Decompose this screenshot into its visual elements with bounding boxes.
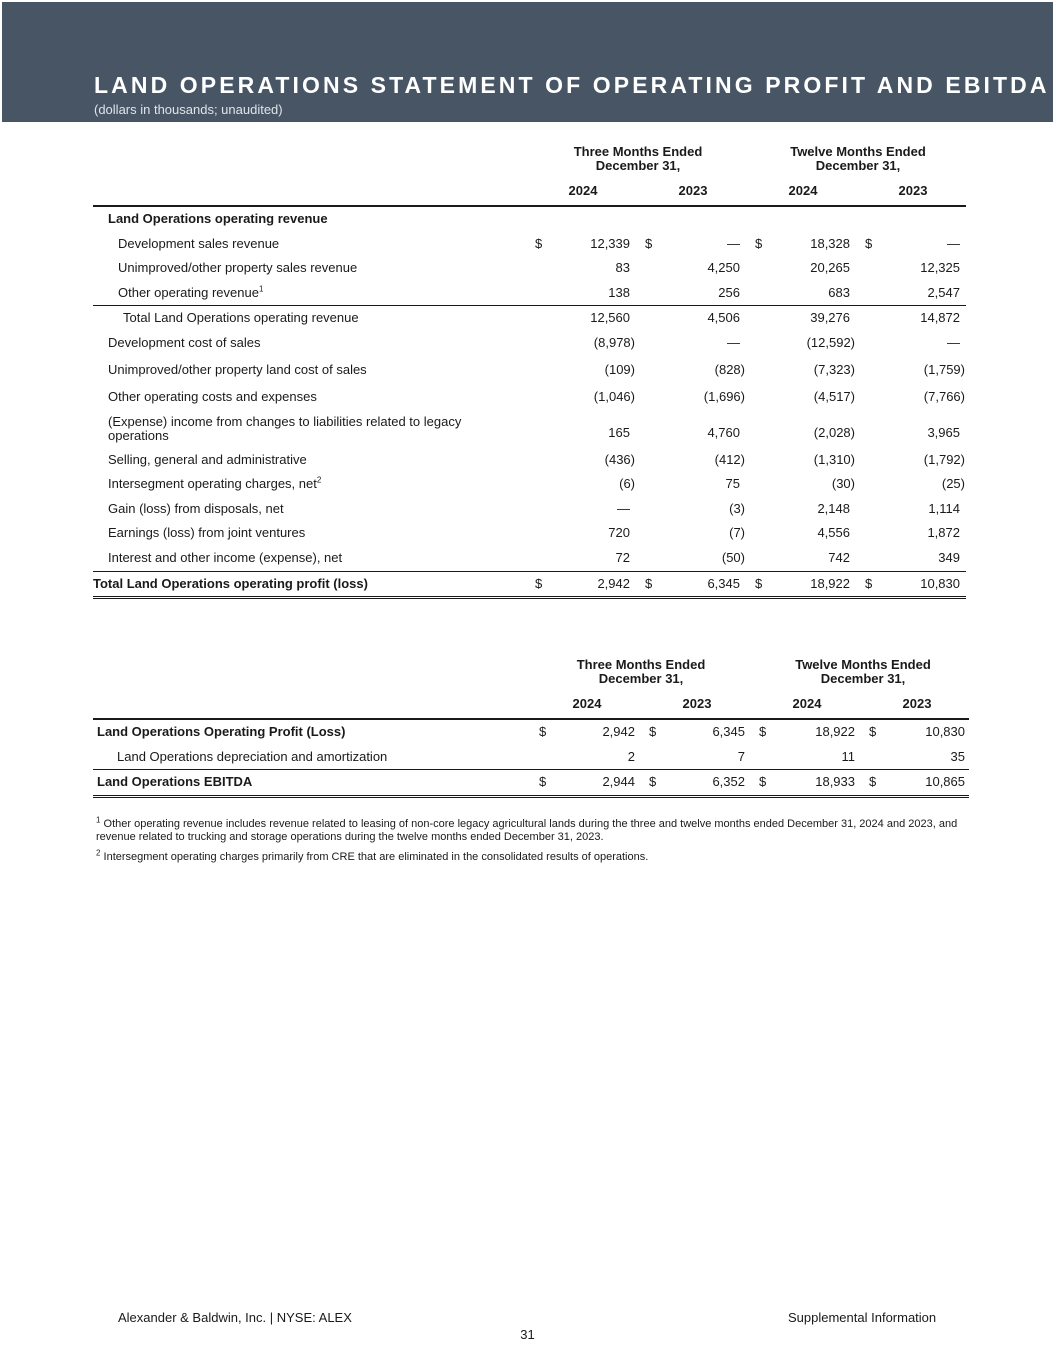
row-label: Intersegment operating charges, net$^2$ <box>108 475 322 492</box>
table-row <box>93 546 966 571</box>
value-cell: 7 <box>737 748 745 764</box>
row-label: Interest and other income (expense), net <box>108 549 343 565</box>
value-cell: 4,506 <box>707 310 740 326</box>
value-cell: 10,865 <box>925 774 965 790</box>
currency-symbol: $ <box>645 575 653 591</box>
value-cell: (7) <box>729 525 745 541</box>
row-label: Earnings (loss) from joint ventures <box>108 525 306 541</box>
total-row <box>93 571 966 600</box>
footnotes <box>96 815 968 872</box>
value-cell: 1,872 <box>927 525 960 541</box>
value-cell: (4,517) <box>813 388 855 404</box>
value-cell: 720 <box>608 525 630 541</box>
row-label: Unimproved/other property land cost of sales <box>108 361 367 377</box>
page-number: 31 <box>520 1327 535 1342</box>
table-row <box>93 383 966 410</box>
row-label: Selling, general and administrative <box>108 451 307 467</box>
table-row <box>93 720 969 745</box>
value-cell: 2 <box>627 748 635 764</box>
footnote-2: $^2$ Intersegment operating charges primarily from CRE that are eliminated in the consolidated results of operations. <box>96 848 649 863</box>
value-cell: 3,965 <box>927 424 960 440</box>
value-cell: 165 <box>608 424 630 440</box>
currency-symbol: $ <box>759 724 767 739</box>
value-cell: 11 <box>841 748 855 764</box>
value-cell: 12,339 <box>590 235 630 251</box>
value-cell: 18,922 <box>810 575 850 591</box>
value-cell: 35 <box>950 748 965 764</box>
currency-symbol: $ <box>539 724 547 739</box>
row-label: Land Operations depreciation and amortization <box>117 748 388 764</box>
currency-symbol: $ <box>865 575 873 591</box>
value-cell: (412) <box>714 451 745 467</box>
table-row <box>93 331 966 356</box>
value-cell: 4,556 <box>817 525 850 541</box>
value-cell: 39,276 <box>810 310 850 326</box>
currency-symbol: $ <box>535 235 543 251</box>
value-cell: 256 <box>718 284 740 300</box>
twelve-months-header: Twelve Months Ended December 31, <box>790 144 926 173</box>
table-row <box>93 256 966 281</box>
currency-symbol: $ <box>869 724 877 739</box>
value-cell: 2,547 <box>927 284 960 300</box>
year-header: 2024 <box>788 183 818 198</box>
value-cell: 72 <box>615 549 630 565</box>
value-cell: (12,592) <box>806 334 855 350</box>
row-label: Other operating revenue$^1$ <box>118 284 264 300</box>
value-cell: (8,978) <box>593 334 635 350</box>
table-row <box>93 521 966 546</box>
row-label: Total Land Operations operating profit (loss) <box>93 575 368 591</box>
table-row <box>93 410 966 448</box>
currency-symbol: $ <box>649 724 657 739</box>
value-cell: 18,922 <box>815 724 855 739</box>
subtotal-row <box>93 305 966 331</box>
year-header: 2024 <box>568 183 598 198</box>
footer-section: Supplemental Information <box>788 1310 937 1325</box>
row-label: Gain (loss) from disposals, net <box>108 500 284 516</box>
page-subtitle: (dollars in thousands; unaudited) <box>94 102 283 117</box>
currency-symbol: $ <box>759 774 767 790</box>
page-title: LAND OPERATIONS STATEMENT OF OPERATING PROFIT AND EBITDA <box>94 72 1050 98</box>
footnote-marker: 2 <box>96 848 101 858</box>
footnote-marker: 1 <box>96 815 101 825</box>
value-cell: — <box>947 334 960 350</box>
value-cell: 2,942 <box>597 575 630 591</box>
value-cell: 2,944 <box>602 774 635 790</box>
row-label: Other operating costs and expenses <box>108 388 317 404</box>
year-header: 2024 <box>572 696 602 711</box>
currency-symbol: $ <box>645 235 653 251</box>
section-header-row <box>93 207 966 232</box>
value-cell: — <box>727 334 740 350</box>
value-cell: (1,310) <box>813 451 855 467</box>
year-header-row <box>93 696 969 720</box>
year-header-row <box>93 183 966 207</box>
table-row <box>93 472 966 497</box>
year-header: 2023 <box>898 183 928 198</box>
value-cell: 6,352 <box>712 774 745 790</box>
currency-symbol: $ <box>649 774 657 790</box>
value-cell: — <box>617 500 630 516</box>
value-cell: 2,942 <box>602 724 635 739</box>
value-cell: 1,114 <box>928 500 960 516</box>
value-cell: 742 <box>828 549 850 565</box>
value-cell: 6,345 <box>712 724 745 739</box>
row-label: Development cost of sales <box>108 334 261 350</box>
currency-symbol: $ <box>755 235 763 251</box>
value-cell: 12,560 <box>590 310 630 326</box>
currency-symbol: $ <box>755 575 763 591</box>
value-cell: (25) <box>941 476 965 492</box>
section-label: Land Operations operating revenue <box>108 211 328 226</box>
row-label: Land Operations EBITDA <box>97 774 253 790</box>
row-label: Total Land Operations operating revenue <box>123 310 359 326</box>
currency-symbol: $ <box>865 235 873 251</box>
value-cell: 10,830 <box>925 724 965 739</box>
twelve-months-header: Twelve Months Ended December 31, <box>795 657 931 686</box>
table-row <box>93 745 969 770</box>
value-cell: 10,830 <box>920 575 960 591</box>
header-banner <box>2 2 1053 122</box>
value-cell: — <box>727 235 740 251</box>
value-cell: 14,872 <box>920 310 960 326</box>
value-cell: 83 <box>615 260 630 276</box>
currency-symbol: $ <box>869 774 877 790</box>
year-header: 2023 <box>902 696 932 711</box>
table-row <box>93 448 966 473</box>
value-cell: (1,046) <box>593 388 635 404</box>
year-header: 2024 <box>792 696 822 711</box>
row-label: Development sales revenue <box>118 235 280 251</box>
value-cell: (828) <box>714 361 745 377</box>
table-row <box>93 356 966 383</box>
table-row <box>93 497 966 522</box>
value-cell: 18,933 <box>815 774 855 790</box>
value-cell: 4,250 <box>707 260 740 276</box>
value-cell: 349 <box>938 549 960 565</box>
column-group-headers <box>93 145 966 175</box>
operating-profit-table <box>93 145 966 599</box>
value-cell: (50) <box>721 549 745 565</box>
column-group-headers <box>93 658 969 688</box>
value-cell: (3) <box>729 500 745 516</box>
total-row <box>93 769 969 798</box>
three-months-header: Three Months Ended December 31, <box>573 144 703 173</box>
value-cell: (30) <box>831 476 855 492</box>
three-months-header: Three Months Ended December 31, <box>576 657 706 686</box>
footer-company: Alexander & Baldwin, Inc. | NYSE: ALEX <box>118 1310 352 1325</box>
currency-symbol: $ <box>539 774 547 790</box>
ebitda-table <box>93 658 969 798</box>
value-cell: (1,759) <box>923 361 965 377</box>
value-cell: (1,696) <box>703 388 745 404</box>
footnote-marker: 1 <box>258 284 264 294</box>
value-cell: 4,760 <box>707 424 740 440</box>
value-cell: (6) <box>619 476 635 492</box>
value-cell: (7,323) <box>813 361 855 377</box>
table-row <box>93 232 966 257</box>
value-cell: (1,792) <box>923 451 965 467</box>
value-cell: 75 <box>725 476 740 492</box>
table-row <box>93 281 966 306</box>
value-cell: 683 <box>828 284 850 300</box>
value-cell: (109) <box>604 361 635 377</box>
footnote-marker: 2 <box>316 475 322 485</box>
year-header: 2023 <box>678 183 708 198</box>
value-cell: (2,028) <box>813 424 855 440</box>
currency-symbol: $ <box>535 575 543 591</box>
row-label: Land Operations Operating Profit (Loss) <box>97 724 346 739</box>
row-label: (Expense) income from changes to liabilities related to legacy operations <box>108 413 462 443</box>
value-cell: 138 <box>608 284 630 300</box>
value-cell: 6,345 <box>707 575 740 591</box>
footnote-1: $^1$ Other operating revenue includes revenue related to leasing of non-core legacy agricultural lands during the three and twelve months ended December 31, 2024 and 2023, and revenue related to trucking and storage operations during the twelve months ended December 31, 2023. <box>96 815 958 843</box>
value-cell: (7,766) <box>923 388 965 404</box>
row-label: Unimproved/other property sales revenue <box>118 260 358 276</box>
value-cell: 20,265 <box>810 260 850 276</box>
value-cell: (436) <box>604 451 635 467</box>
value-cell: 12,325 <box>920 260 960 276</box>
year-header: 2023 <box>682 696 712 711</box>
value-cell: — <box>947 235 960 251</box>
value-cell: 2,148 <box>817 500 850 516</box>
value-cell: 18,328 <box>810 235 850 251</box>
